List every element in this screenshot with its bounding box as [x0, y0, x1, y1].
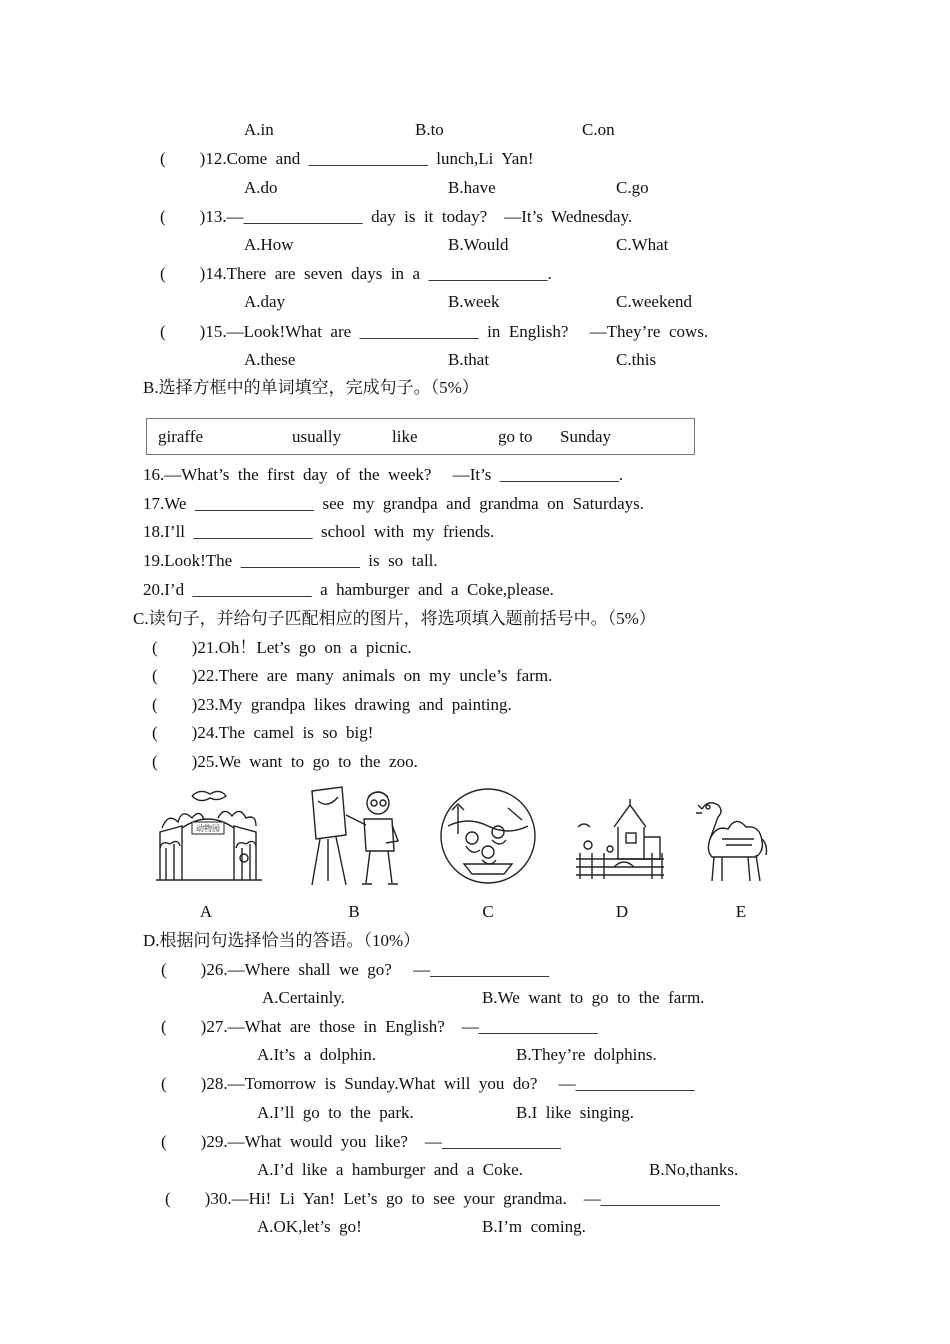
q11-option-c: C.on	[582, 120, 615, 139]
q19-sentence: 19.Look!The ______________ is so tall.	[143, 551, 438, 570]
q24-sentence: ( )24.The camel is so big!	[152, 723, 374, 742]
q12-option-b: B.have	[448, 178, 496, 197]
word-box-item: go to	[498, 427, 533, 446]
farm-picture	[574, 797, 666, 881]
q16-sentence: 16.—What’s the first day of the week? —It’s ______________.	[143, 465, 624, 484]
q20-sentence: 20.I’d ______________ a hamburger and a Coke,please.	[143, 580, 554, 599]
q23-sentence: ( )23.My grandpa likes drawing and painting.	[152, 695, 512, 714]
q27-stem: ( )27.—What are those in English? —______________	[161, 1017, 598, 1036]
zoo-sign-text: 动物园	[196, 824, 220, 833]
q11-option-b: B.to	[415, 120, 444, 139]
q12-stem: ( )12.Come and ______________ lunch,Li Yan!	[160, 149, 534, 168]
q13-option-a: A.How	[244, 235, 294, 254]
q14-stem: ( )14.There are seven days in a ______________.	[160, 264, 552, 283]
zoo-gate-picture	[152, 788, 266, 886]
word-box-item: usually	[292, 427, 342, 446]
picture-label-e: E	[735, 902, 747, 921]
part-b-heading: B.选择方框中的单词填空，完成句子。（5%）	[143, 378, 479, 397]
q30-stem: ( )30.—Hi! Li Yan! Let’s go to see your grandma. —______________	[165, 1189, 720, 1208]
q17-sentence: 17.We ______________ see my grandpa and grandma on Saturdays.	[143, 494, 644, 513]
word-box-item: giraffe	[158, 427, 203, 446]
q13-stem: ( )13.—______________ day is it today? —It’s Wednesday.	[160, 207, 633, 226]
picture-label-c: C	[482, 902, 494, 921]
q29-option-b: B.No,thanks.	[649, 1160, 739, 1179]
q26-option-b: B.We want to go to the farm.	[482, 988, 705, 1007]
q27-option-b: B.They’re dolphins.	[516, 1045, 657, 1064]
q29-stem: ( )29.—What would you like? —______________	[161, 1132, 561, 1151]
picnic-picture	[438, 786, 538, 886]
q15-option-b: B.that	[448, 350, 490, 369]
q14-option-b: B.week	[448, 292, 500, 311]
grandpa-painting-picture	[306, 785, 402, 889]
q21-sentence: ( )21.Oh！Let’s go on a picnic.	[152, 638, 412, 657]
q12-option-c: C.go	[616, 178, 649, 197]
q26-option-a: A.Certainly.	[262, 988, 345, 1007]
q28-stem: ( )28.—Tomorrow is Sunday.What will you do? —______________	[161, 1074, 695, 1093]
picture-label-b: B	[348, 902, 360, 921]
part-c-heading: C.读句子，并给句子匹配相应的图片，将选项填入题前括号中。（5%）	[133, 609, 656, 628]
q28-option-b: B.I like singing.	[516, 1103, 635, 1122]
picture-label-d: D	[615, 902, 629, 921]
q27-option-a: A.It’s a dolphin.	[257, 1045, 376, 1064]
word-box-item: like	[392, 427, 418, 446]
word-box	[146, 418, 695, 455]
picture-label-a: A	[199, 902, 213, 921]
q22-sentence: ( )22.There are many animals on my uncle’s farm.	[152, 666, 553, 685]
q30-option-b: B.I’m coming.	[482, 1217, 586, 1236]
q25-sentence: ( )25.We want to go to the zoo.	[152, 752, 418, 771]
q18-sentence: 18.I’ll ______________ school with my friends.	[143, 522, 495, 541]
q26-stem: ( )26.—Where shall we go? —______________	[161, 960, 550, 979]
camel-picture	[692, 795, 770, 885]
q12-option-a: A.do	[244, 178, 278, 197]
q29-option-a: A.I’d like a hamburger and a Coke.	[257, 1160, 523, 1179]
q15-option-c: C.this	[616, 350, 657, 369]
q13-option-c: C.What	[616, 235, 669, 254]
q30-option-a: A.OK,let’s go!	[257, 1217, 362, 1236]
q15-option-a: A.these	[244, 350, 296, 369]
q13-option-b: B.Would	[448, 235, 509, 254]
q11-option-a: A.in	[244, 120, 274, 139]
q14-option-c: C.weekend	[616, 292, 693, 311]
q28-option-a: A.I’ll go to the park.	[257, 1103, 414, 1122]
word-box-item: Sunday	[560, 427, 611, 446]
q15-stem: ( )15.—Look!What are ______________ in English? —They’re cows.	[160, 322, 709, 341]
part-d-heading: D.根据问句选择恰当的答语。（10%）	[143, 931, 421, 950]
q14-option-a: A.day	[244, 292, 286, 311]
